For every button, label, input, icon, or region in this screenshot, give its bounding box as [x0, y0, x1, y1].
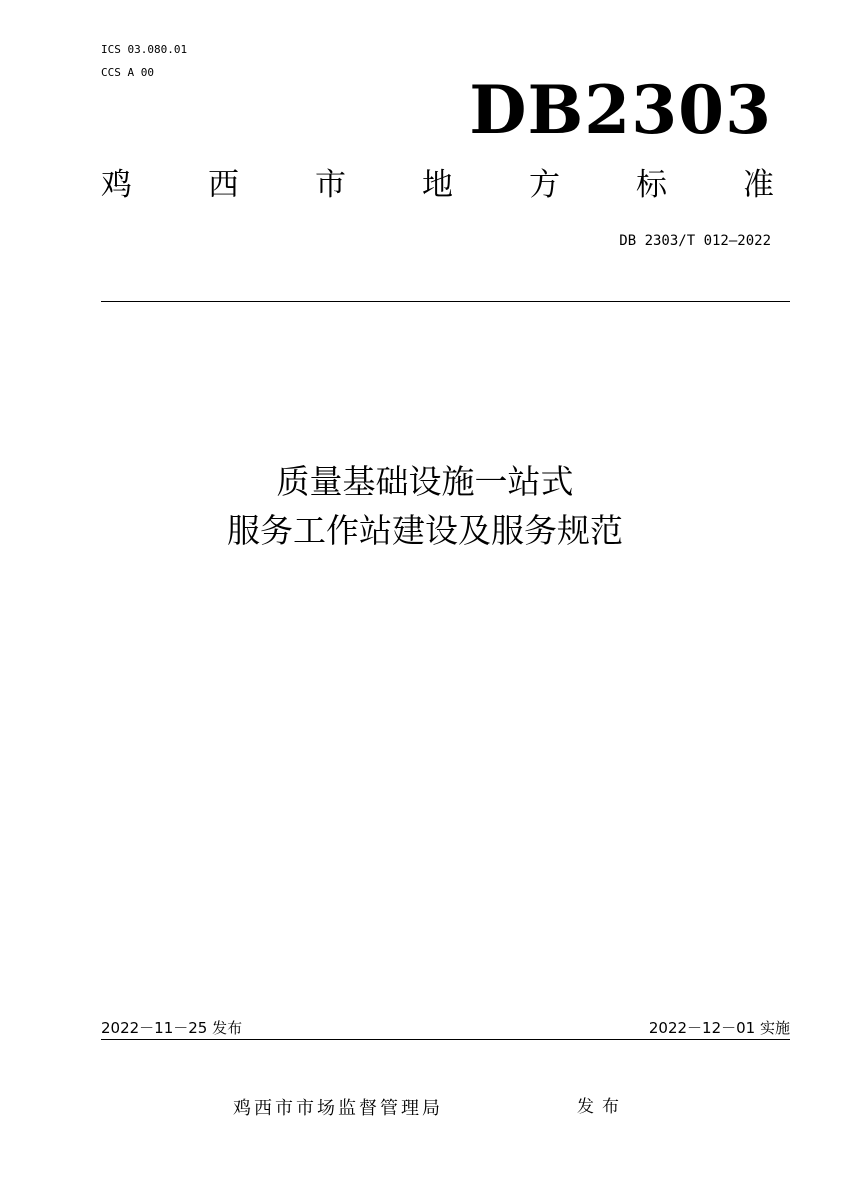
standard-number: DB 2303/T 012—2022	[619, 233, 771, 249]
standard-type-char: 准	[743, 167, 774, 203]
ics-code: ICS 03.080.01	[101, 43, 188, 56]
standard-type-char: 鸡	[101, 167, 132, 203]
footer-divider	[101, 1039, 790, 1040]
standard-type-char: 市	[315, 167, 346, 203]
publisher-suffix: 发布	[577, 1097, 627, 1117]
standard-code: DB2303	[469, 71, 772, 149]
document-title-line-2: 服务工作站建设及服务规范	[227, 511, 623, 550]
publisher-name: 鸡西市市场监督管理局	[233, 1098, 443, 1119]
standard-type	[101, 165, 774, 205]
issue-date: 2022－11－25 发布	[101, 1019, 243, 1037]
standard-type-char: 地	[422, 167, 453, 203]
header-divider	[101, 301, 790, 302]
standard-type-char: 标	[636, 167, 667, 203]
implementation-date: 2022－12－01 实施	[648, 1019, 790, 1037]
standard-type-char: 方	[529, 167, 560, 203]
ccs-code: CCS A 00	[101, 66, 154, 79]
document-title-line-1: 质量基础设施一站式	[276, 462, 574, 501]
standard-type-char: 西	[208, 167, 239, 203]
